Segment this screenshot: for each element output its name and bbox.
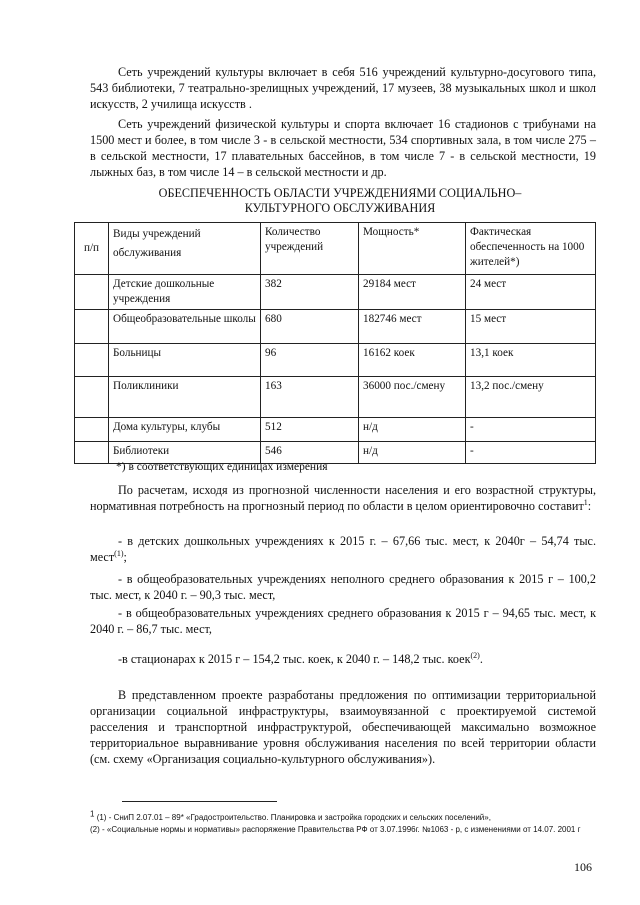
sport-paragraph: Сеть учреждений физической культуры и спорта включает 16 стадионов с трибунами на 1500 мест и более, в том числе 3 - в сельской местности, 534 спортивных зала, в том числе 275 – в сельской местности, 17 плавательных бассейнов, в том числе 7 - в сельской местности, 19 лыжных баз, в том числе 14 – в сельской местности и др.	[90, 117, 596, 179]
calc-item-text: -в стационарах к 2015 г – 154,2 тыс. коек, к 2040 г. – 148,2 тыс. коек	[118, 652, 471, 666]
header-cell-count: Количество учреждений	[261, 223, 359, 275]
footnote-ref: 1	[583, 497, 588, 507]
footnote-2: (2) - «Социальные нормы и нормативы» распоряжение Правительства РФ от 3.07.1996г. №1063 - р, с изменениями от 14.07. 2001 г	[90, 825, 581, 834]
calc-item-text: - в общеобразовательных учреждениях среднего образования к 2015 г – 94,65 тыс. мест, к 2040 г. – 86,7 тыс. мест,	[90, 606, 596, 636]
row-count-cell: 680	[261, 310, 359, 344]
provision-table	[74, 222, 596, 464]
table-row	[75, 377, 596, 418]
row-type-cell: Общеобразовательные школы	[109, 310, 261, 344]
table-row	[75, 418, 596, 442]
row-type-cell: Поликлиники	[109, 377, 261, 418]
footnote-ref: (2)	[470, 650, 480, 660]
row-index-cell	[75, 418, 109, 442]
row-actual-cell: 13,1 коек	[466, 344, 596, 377]
footnote-marker: 1	[90, 809, 95, 819]
calc-item-text: - в детских дошкольных учреждениях к 2015 г. – 67,66 тыс. мест, к 2040г – 54,74 тыс. мест	[90, 534, 596, 564]
calc-intro	[90, 482, 596, 514]
table-title: ОБЕСПЕЧЕННОСТЬ ОБЛАСТИ УЧРЕЖДЕНИЯМИ СОЦИАЛЬНО–КУЛЬТУРНОГО ОБСЛУЖИВАНИЯ	[158, 186, 522, 215]
row-actual-cell: -	[466, 418, 596, 442]
footnote-1-text: (1) - СниП 2.07.01 – 89* «Градостроительство. Планировка и застройка городских и сельских поселений»,	[96, 813, 491, 822]
calc-intro-text: По расчетам, исходя из прогнозной численности населения и его возрастной структуры, нормативная потребность на прогнозный период по области в целом ориентировочно составит	[90, 483, 596, 513]
row-index-cell	[75, 310, 109, 344]
row-capacity-cell: 182746 мест	[359, 310, 466, 344]
row-count-cell: 512	[261, 418, 359, 442]
row-actual-cell: -	[466, 442, 596, 464]
row-actual-cell: 13,2 пос./смену	[466, 377, 596, 418]
table-note: *) в соответствующих единицах измерения	[116, 461, 328, 473]
culture-paragraph: Сеть учреждений культуры включает в себя 516 учреждений культурно-досугового типа, 543 библиотеки, 7 театрально-зрелищных учреждений, 17 музеев, 38 музыкальных школ и школ искусств, 2 училища искусств .	[90, 65, 596, 111]
conclusion-paragraph: В представленном проекте разработаны предложения по оптимизации территориальной организации социальной инфраструктуры, взаимоувязанной с проектируемой системой расселения и транспортной инфраструктурой, обеспечивающей максимально возможное территориальное выравнивание уровня обслуживания населения по всей территории области (см. схему «Организация социально-культурного обслуживания»).	[90, 688, 596, 766]
table-row	[75, 310, 596, 344]
row-capacity-cell: 36000 пос./смену	[359, 377, 466, 418]
header-cell-actual: Фактическая обеспеченность на 1000 жителей*)	[466, 223, 596, 275]
row-actual-cell: 24 мест	[466, 275, 596, 310]
row-index-cell	[75, 442, 109, 464]
row-index-cell	[75, 344, 109, 377]
row-capacity-cell: н/д	[359, 442, 466, 464]
row-count-cell: 382	[261, 275, 359, 310]
header-cell-type: Виды учреждений обслуживания	[109, 223, 261, 275]
row-index-cell	[75, 275, 109, 310]
row-count-cell: 163	[261, 377, 359, 418]
calc-item	[90, 605, 596, 637]
row-count-cell: 546	[261, 442, 359, 464]
calc-item-text: - в общеобразовательных учреждениях неполного среднего образования к 2015 г – 100,2 тыс. мест, к 2040 г. – 90,3 тыс. мест,	[90, 572, 596, 602]
row-capacity-cell: 29184 мест	[359, 275, 466, 310]
row-actual-cell: 15 мест	[466, 310, 596, 344]
footnote-ref: (1)	[114, 548, 124, 558]
row-capacity-cell: н/д	[359, 418, 466, 442]
row-count-cell: 96	[261, 344, 359, 377]
table-header-row	[75, 223, 596, 275]
footnote-1	[90, 809, 600, 823]
calc-item-end: ;	[123, 550, 127, 564]
calc-intro-end: :	[587, 499, 592, 513]
calc-item	[90, 533, 596, 565]
row-type-cell: Детские дошкольные учреждения	[109, 275, 261, 310]
row-type-cell: Дома культуры, клубы	[109, 418, 261, 442]
header-cell-capacity: Мощность*	[359, 223, 466, 275]
calc-item-end: .	[479, 652, 483, 666]
calc-item	[90, 651, 596, 667]
row-type-cell: Библиотеки	[109, 442, 261, 464]
calc-item	[90, 571, 596, 603]
footnote-divider	[122, 801, 277, 802]
header-cell-index: п/п	[75, 223, 109, 275]
row-index-cell	[75, 377, 109, 418]
page-number: 106	[574, 860, 592, 874]
table-row	[75, 275, 596, 310]
row-capacity-cell: 16162 коек	[359, 344, 466, 377]
row-type-cell: Больницы	[109, 344, 261, 377]
table-row	[75, 344, 596, 377]
